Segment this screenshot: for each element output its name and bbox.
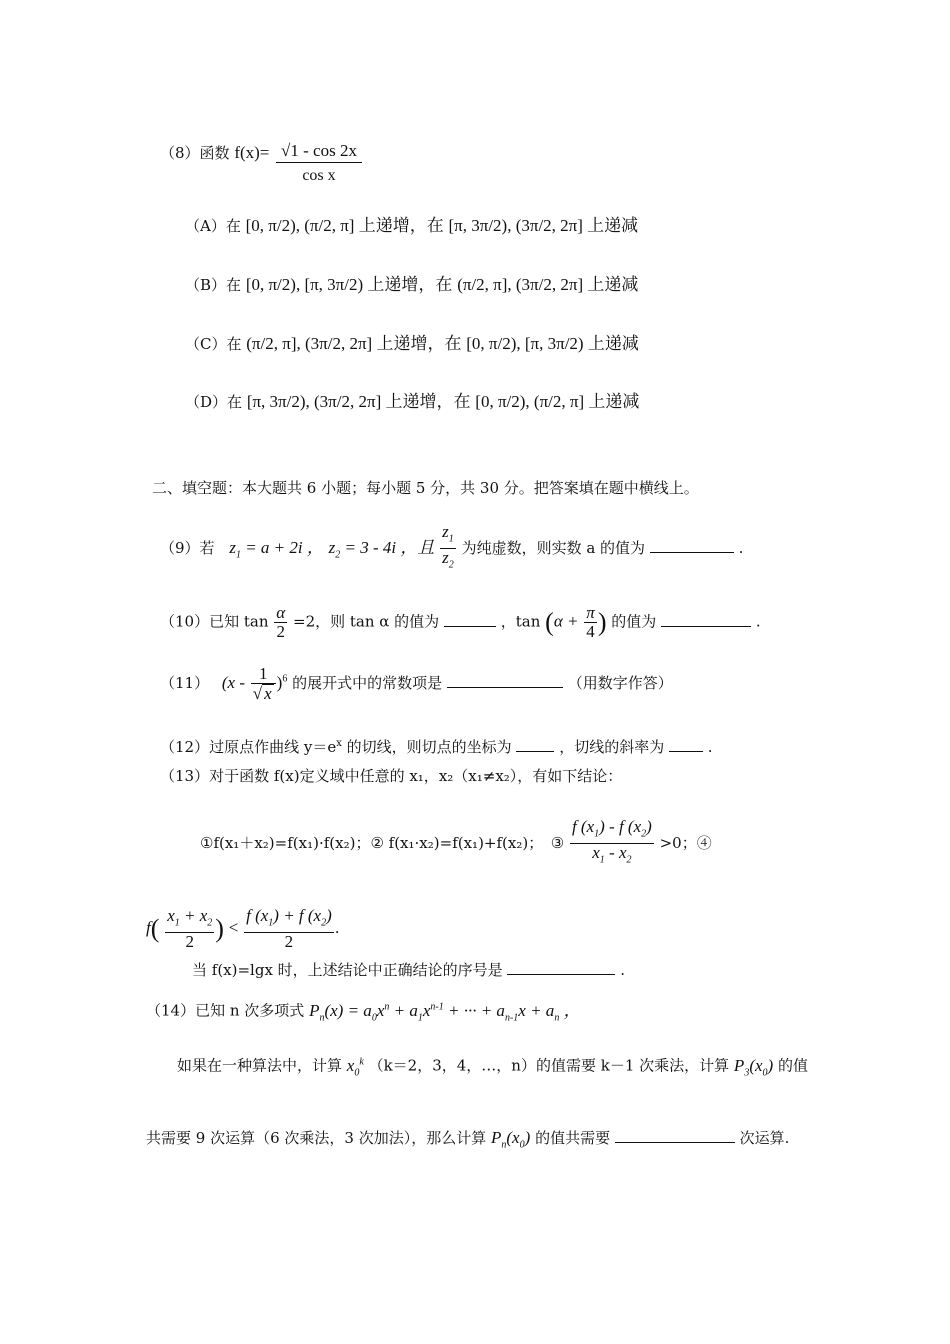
q12-label: （12）过原点作曲线 y＝e [160, 738, 337, 756]
q9-z2: $z_2 = 3 - 4i$ ，且 [328, 537, 435, 561]
q10-label: （10）已知 tan [160, 612, 269, 631]
q9-line [160, 523, 743, 575]
q13-c4-left: $\frac{x_1 + x_2}{2}$ [167, 906, 213, 952]
q10-answer-blank-2[interactable] [661, 610, 751, 627]
q8-option-d-text1: [π, 3π/2), (3π/2, 2π] 上递增，在 [246, 392, 471, 411]
q10-end: . [755, 612, 761, 631]
q12-text1: 的切线，则切点的坐标为 [346, 738, 512, 756]
q11-fraction: $\frac{1}{√ x}$ [251, 665, 276, 703]
q8-fraction [276, 140, 362, 189]
q9-answer-blank[interactable] [650, 536, 734, 553]
q14-line3a: 共需要 9 次运算（6 次乘法，3 次加法），那么计算 [146, 1129, 487, 1147]
q9-z1: $z_1 = a + 2i$ ， [229, 537, 324, 561]
q9-fraction: $\frac{z_1}{z_2}$ [442, 522, 454, 571]
q10-answer-blank-1[interactable] [444, 610, 496, 627]
q13-when-text: 当 f(x)=lgx 时，上述结论中正确结论的序号是 [192, 961, 503, 979]
q8-option-a-text2: [π, 3π/2), (3π/2, 2π] 上递减 [448, 216, 639, 235]
q12-line [160, 734, 713, 757]
q13-c1: ①f(x₁＋x₂)=f(x₁)·f(x₂)；② f(x₁·x₂)=f(x₁)+f(x₂)； ③ [200, 833, 565, 852]
q8-option-a-text1: [0, π/2), (π/2, π] 上递增，在 [245, 216, 444, 235]
q13-c3-fraction: $\frac{f (x_1) - f (x_2)}{x_1 - x_2}$ [571, 817, 652, 866]
q10-line: （10）已知 tan $\frac{\alpha}{2}$ =2，则 tan α 的值为 ，tan (α + $\frac{\pi}{4}$ ) 的值为 . [160, 603, 761, 641]
q14-line1 [146, 997, 581, 1028]
q11-answer-blank[interactable] [447, 671, 563, 688]
q13-c4-right: $\frac{f (x_1) + f (x_2)}{2}$ [246, 906, 332, 952]
q13-end: . [620, 961, 626, 979]
q12-answer-blank-2[interactable] [669, 735, 703, 752]
q10-alpha-half: $\frac{\alpha}{2}$ [276, 603, 286, 641]
q14-line2a: 如果在一种算法中，计算 [177, 1056, 343, 1075]
q8-option-a-label: （A）在 [185, 217, 241, 235]
q10-text2: ，tan [500, 612, 541, 631]
q13-conclusions [200, 818, 712, 870]
q8-stem [160, 143, 269, 163]
q8-option-b [185, 275, 638, 295]
q8-option-c-text2: [0, π/2), [π, 3π/2) 上递减 [466, 334, 639, 353]
q11-line: （11） (x - $\frac{1}{√ x}$ )$^6$ 的展开式中的常数项是 （用数字作答） [160, 664, 673, 703]
q13-intro: （13）对于函数 f(x)定义域中任意的 x₁，x₂（x₁≠x₂），有如下结论： [160, 767, 623, 785]
q11-text: 的展开式中的常数项是 [292, 674, 443, 692]
q14-label: （14）已知 n 次多项式 [146, 1001, 305, 1020]
q12-answer-blank-1[interactable] [516, 735, 554, 752]
q11-label: （11） [160, 674, 210, 692]
q8-option-a [185, 216, 638, 236]
q9-text: 为纯虚数，则实数 a 的值为 [461, 538, 646, 557]
q10-pi-quarter: $\frac{\pi}{4}$ [586, 603, 595, 641]
q10-text1: =2，则 tan α 的值为 [293, 612, 440, 631]
q8-option-d-label: （D）在 [185, 393, 243, 411]
q8-option-b-text2: (π/2, π], (3π/2, 2π] 上递减 [457, 275, 639, 294]
q8-option-d-text2: [0, π/2), (π/2, π] 上递减 [475, 392, 640, 411]
section2-heading: 二、填空题：本大题共 6 小题；每小题 5 分，共 30 分。把答案填在题中横线上。 [152, 479, 699, 497]
q12-end: . [707, 738, 713, 756]
q8-label: （8）函数 [160, 144, 230, 162]
q8-denominator: cos x [302, 167, 336, 184]
q8-numerator: √1 - cos 2x [276, 140, 362, 163]
q13-answer-blank[interactable] [507, 958, 615, 975]
q13-c3-tail: >0；④ [659, 833, 712, 852]
q14-polynomial: $P_n(x) = a_0x^n + a_1x^{n-1}$ + ··· + $a_{n-1}x + a_n$ ， [309, 1000, 581, 1024]
q13-when [192, 958, 625, 980]
q8-option-c-text1: (π/2, π], (3π/2, 2π] 上递增，在 [246, 334, 462, 353]
q8-option-b-label: （B）在 [185, 276, 242, 294]
q9-label: （9）若 [160, 538, 215, 557]
q8-option-b-text1: [0, π/2), [π, 3π/2) 上递增，在 [245, 275, 453, 294]
q14-answer-blank[interactable] [615, 1126, 735, 1143]
q12-text2: ，切线的斜率为 [559, 738, 665, 756]
q14-line2c: 的值 [777, 1056, 808, 1075]
q14-line2: 如果在一种算法中，计算 $x_0^k$ （k＝2，3，4，…，n）的值需要 k－1 次乘法，计算 $P_3(x_0)$ 的值 [177, 1055, 808, 1079]
q8-option-c-label: （C）在 [185, 335, 242, 353]
q9-end: . [738, 538, 744, 557]
q14-line2b: （k＝2，3，4，…，n）的值需要 k－1 次乘法，计算 [368, 1056, 730, 1075]
q13-c4: f( $\frac{x_1 + x_2}{2}$ ) < $\frac{f (x_1) + f (x_2)}{2}$ . [146, 906, 340, 952]
q11-note: （用数字作答） [567, 674, 673, 692]
q8-func: f(x)= [234, 143, 270, 162]
q14-line3: 共需要 9 次运算（6 次乘法，3 次加法），那么计算 $P_n(x_0)$ 的值共需要 次运算. [146, 1128, 790, 1151]
q12-exp: x [336, 738, 342, 749]
q8-option-c [185, 334, 639, 354]
q8-option-d [185, 392, 639, 412]
q14-line3b: 的值共需要 [535, 1129, 611, 1147]
q10-text3: 的值为 [611, 612, 657, 631]
q14-line3c: 次运算. [739, 1129, 790, 1147]
